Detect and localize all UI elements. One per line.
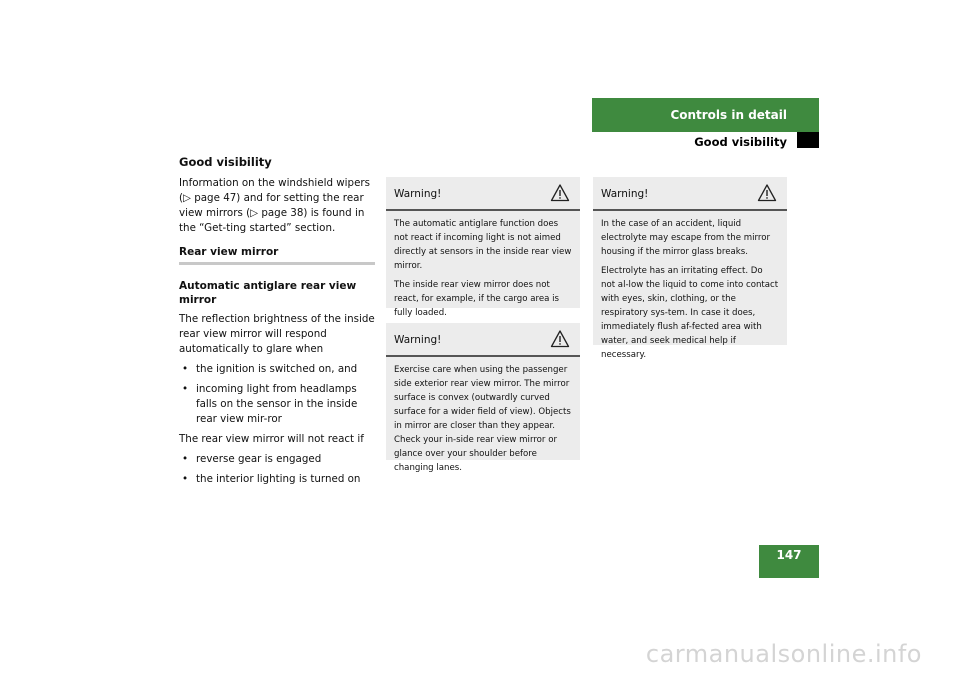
warning-title: Warning! — [394, 188, 442, 200]
list-item-text: the interior lighting is turned on — [196, 473, 361, 485]
warning-header — [386, 323, 580, 357]
intro-paragraph: Information on the windshield wipers (▷ page 47) and for setting the rear view mirrors (▷ page 38) is found in the “Get-ting started” section. — [179, 177, 371, 234]
subheading-antiglare: Automatic antiglare rear view mirror — [179, 280, 357, 306]
warning-body — [386, 357, 580, 486]
paragraph-response: The reflection brightness of the inside rear view mirror will respond automatically to glare when — [179, 313, 375, 355]
list-item — [179, 382, 375, 427]
bullet-icon: • — [182, 383, 189, 395]
header-marker — [797, 132, 819, 148]
list-item — [179, 362, 375, 377]
list-item-text: incoming light from headlamps falls on the sensor in the inside rear view mir-ror — [196, 383, 358, 425]
footer-watermark — [0, 640, 960, 668]
bullet-icon: • — [182, 363, 189, 375]
warning-header — [386, 177, 580, 211]
section-title: Good visibility — [694, 135, 787, 149]
main-text-column — [179, 154, 375, 492]
list-item-text: reverse gear is engaged — [196, 453, 322, 465]
warning-paragraph: In the case of an accident, liquid electrolyte may escape from the mirror housing if the mirror glass breaks. — [601, 219, 771, 257]
warning-paragraph: Electrolyte has an irritating effect. Do not al-low the liquid to come into contact with eyes, skin, clothing, or the respiratory sys-tem. In case it does, immediately flush af-fected area with water, and seek medical help if necessary. — [601, 266, 779, 360]
watermark-text: carmanualsonline.info — [645, 640, 922, 668]
list-item — [179, 472, 375, 487]
warning-triangle-icon — [757, 183, 777, 203]
list-item — [179, 452, 375, 467]
warning-header — [593, 177, 787, 211]
warning-title: Warning! — [394, 334, 442, 346]
subheading-rear-view-mirror: Rear view mirror — [179, 246, 279, 258]
bullet-icon: • — [182, 453, 189, 465]
warning-box-electrolyte — [593, 177, 787, 360]
warning-triangle-icon — [550, 183, 570, 203]
page-title: Good visibility — [179, 155, 272, 169]
bullet-icon: • — [182, 473, 189, 485]
warning-paragraph: The inside rear view mirror does not react, for example, if the cargo area is fully loaded. — [394, 280, 560, 318]
list-item-text: the ignition is switched on, and — [196, 363, 358, 375]
warning-triangle-icon — [550, 329, 570, 349]
warning-paragraph: The automatic antiglare function does not react if incoming light is not aimed directly at sensors in the inside rear view mirror. — [394, 219, 572, 271]
page-number: 147 — [759, 545, 819, 578]
warning-box-antiglare — [386, 177, 580, 318]
warning-paragraph: Exercise care when using the passenger side exterior rear view mirror. The mirror surface is convex (outwardly curved surface for a wider field of view). Objects in mirror are closer than they appear. Check your in-side rear view mirror or glance over your shoulder before changing lanes. — [394, 365, 571, 473]
paragraph-no-react: The rear view mirror will not react if — [179, 433, 364, 445]
warning-title: Warning! — [601, 188, 649, 200]
warning-box-exterior-mirror — [386, 323, 580, 473]
chapter-title: Controls in detail — [670, 108, 787, 122]
warning-body — [593, 211, 787, 373]
section-divider — [179, 262, 375, 265]
